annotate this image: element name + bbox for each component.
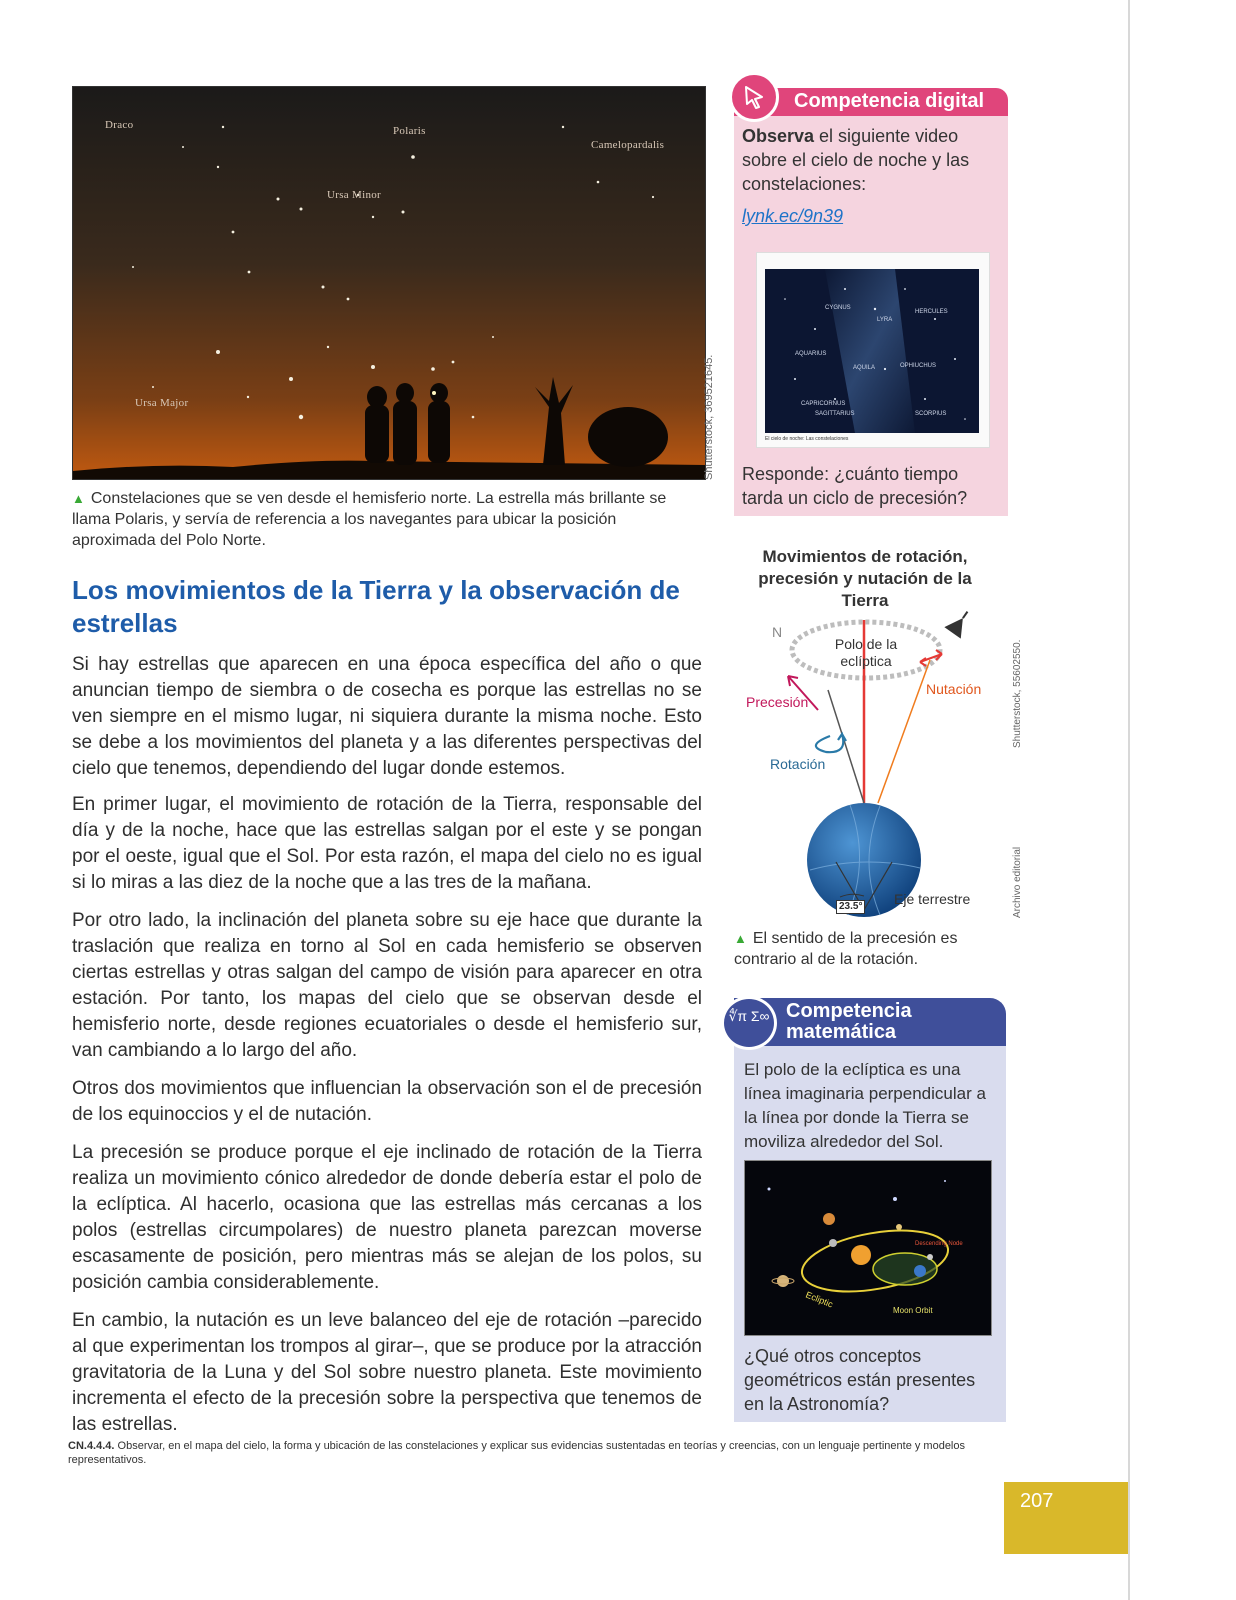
paragraph-2: En primer lugar, el movimiento de rotación de la Tierra, responsable del día y de la noche, hace que las estrellas salgan por el este y se pongan por el oeste, igual que el Sol. Por esta razón, el mapa del cielo no es igual si lo miras a las diez de la noche que a las tres de la mañana. bbox=[72, 794, 702, 893]
diagram-nutation-label: Nutación bbox=[926, 681, 982, 697]
spinning-top-icon bbox=[944, 610, 975, 639]
video-label-sagittarius: SAGITTARIUS bbox=[815, 411, 855, 417]
diagram-credit-1: Shutterstock, 55602550. bbox=[1012, 639, 1023, 748]
math-competence-title: Competencia matemática bbox=[786, 1000, 912, 1043]
caption-triangle-icon: ▲ bbox=[72, 491, 85, 506]
diagram-caption bbox=[734, 928, 994, 970]
video-label-hercules: HERCULES bbox=[915, 309, 948, 315]
respond-text bbox=[742, 462, 1004, 510]
video-label-ophiuchus: OPHIUCHUS bbox=[900, 363, 937, 369]
orbit-label-moon-orbit: Moon Orbit bbox=[893, 1306, 933, 1315]
label-ursa-minor: Ursa Minor bbox=[327, 189, 382, 201]
curriculum-footnote bbox=[68, 1439, 1008, 1467]
digital-competence-title: Competencia digital bbox=[794, 90, 985, 112]
video-title: El cielo de noche: Las constelaciones bbox=[765, 436, 849, 442]
observe-text bbox=[742, 124, 1004, 196]
diagram-rotation-label: Rotación bbox=[770, 756, 826, 772]
orbit-label-descending-node: Descending Node bbox=[915, 1241, 963, 1247]
video-link[interactable]: lynk.ec/9n39 bbox=[742, 206, 844, 226]
diagram-north-label: N bbox=[772, 624, 783, 640]
solar-orbit-graphic bbox=[745, 1161, 991, 1335]
diagram-caption-triangle-icon: ▲ bbox=[734, 931, 747, 946]
diagram-pole-label: Polo de la eclíptica bbox=[834, 636, 898, 669]
paragraph-3: Por otro lado, la inclinación del planeta sobre su eje hace que durante la traslación que realiza en torno al Sol en cada hemisferio se observen ciertas estrellas y otras salgan del campo de visión para aparecer en otra estación. Por tanto, los mapas del cielo que se observan desde el hemisferio norte, desde regiones ecuatoriales o desde el hemisferio sur, van cambiando a lo largo del año. bbox=[72, 910, 702, 1061]
diagram-title: Movimientos de rotación, precesión y nutación de la Tierra bbox=[758, 547, 972, 610]
earth-axis-line bbox=[828, 690, 864, 803]
orbit-label-ecliptic: Ecliptic bbox=[804, 1289, 835, 1310]
footnote-text: Observar, en el mapa del cielo, la forma y ubicación de las constelaciones y explicar sus evidencias sustentadas en teorías y creencias, con un lenguaje pertinente y modelos representativos. bbox=[68, 1440, 965, 1466]
diagram-precession-label: Precesión bbox=[746, 694, 809, 710]
label-camelopardalis: Camelopardalis bbox=[591, 139, 665, 151]
section-title: Los movimientos de la Tierra y la observación de estrellas bbox=[72, 575, 680, 638]
photo-credit: Shutterstock, 369521645. bbox=[703, 354, 715, 480]
footnote-code: CN.4.4.4. bbox=[68, 1440, 115, 1452]
video-screen bbox=[765, 269, 979, 433]
respond-rest: : ¿cuánto tiempo tarda un ciclo de precesión? bbox=[742, 464, 968, 508]
photo-caption bbox=[72, 488, 702, 551]
diagram-caption-text: El sentido de la precesión es contrario al de la rotación. bbox=[734, 930, 958, 968]
ecliptic-orbit-image bbox=[744, 1160, 992, 1336]
diagram-credit-2: Archivo editorial bbox=[1012, 846, 1023, 918]
label-draco: Draco bbox=[105, 119, 134, 131]
video-sky-graphic bbox=[765, 269, 979, 433]
cursor-click-icon bbox=[729, 72, 779, 122]
math-text: El polo de la eclíptica es una línea imaginaria perpendicular a la línea por donde la Tierra se moviliza alrededor del Sol. bbox=[744, 1060, 986, 1151]
video-label-cygnus: CYGNUS bbox=[825, 305, 851, 311]
video-label-scorpius: SCORPIUS bbox=[915, 411, 947, 417]
paragraph-1: Si hay estrellas que aparecen en una época específica del año o que anuncian tiempo de siembra o de cosecha es porque las estrellas no se ven siempre en el mismo lugar, ni siquiera durante la misma noche. Esto se debe a los movimientos del planeta y a las diferentes perspectivas del cielo que tenemos, dependiendo del lugar donde estemos. bbox=[72, 654, 702, 779]
video-label-aquarius: AQUARIUS bbox=[795, 351, 827, 357]
paragraph-6: En cambio, la nutación es un leve balanceo del eje de rotación –parecido al que experimentan los trompos al girar–, que se produce por la atracción gravitatoria de la Luna y del Sol sobre nuestro planeta. Este movimiento incrementa el efecto de la precesión sobre la perspectiva que tenemos de las estrellas. bbox=[72, 1310, 702, 1435]
rotation-arrow bbox=[816, 734, 846, 752]
respond-bold: Responde bbox=[742, 464, 825, 484]
video-label-lyra: LYRA bbox=[877, 317, 893, 323]
observe-rest: el siguiente video sobre el cielo de noche y las constelaciones: bbox=[742, 126, 970, 194]
paragraph-5: La precesión se produce porque el eje inclinado de rotación de la Tierra realiza un movimiento cónico alrededor de donde debería estar el polo de la eclíptica. Al hacerlo, ocasiona que las estrellas más cercanas a los polos (estrellas circumpolares) de nuestro planeta parezcan moverse escasamente de posición, pero mientras más se alejan de los polos, su posición cambia considerablemente. bbox=[72, 1142, 702, 1293]
page-edge bbox=[1128, 0, 1130, 1600]
photo-caption-text: Constelaciones que se ven desde el hemisferio norte. La estrella más brillante se llama Polaris, y servía de referencia a los navegantes para ubicar la posición aproximada del Polo Norte. bbox=[72, 490, 667, 549]
math-symbols-icon: ∜π Σ∞ bbox=[721, 996, 777, 1050]
video-thumbnail[interactable] bbox=[756, 252, 990, 448]
label-polaris: Polaris bbox=[393, 125, 426, 137]
nutation-line bbox=[878, 660, 930, 803]
diagram-axis-label: Eje terrestre bbox=[894, 891, 971, 907]
label-ursa-major: Ursa Major bbox=[135, 397, 189, 409]
paragraph-4: Otros dos movimientos que influencian la observación son el de precesión de los equinoccios y el de nutación. bbox=[72, 1078, 702, 1125]
page-number: 207 bbox=[1020, 1490, 1054, 1512]
diagram-angle-label: 23.5° bbox=[836, 900, 865, 914]
observe-bold: Observa bbox=[742, 126, 815, 146]
math-question: ¿Qué otros conceptos geométricos están presentes en la Astronomía? bbox=[744, 1346, 976, 1414]
video-label-capricornus: CAPRICORNUS bbox=[801, 401, 846, 407]
constellation-photo bbox=[72, 86, 706, 480]
video-label-aquila: AQUILA bbox=[853, 365, 876, 371]
